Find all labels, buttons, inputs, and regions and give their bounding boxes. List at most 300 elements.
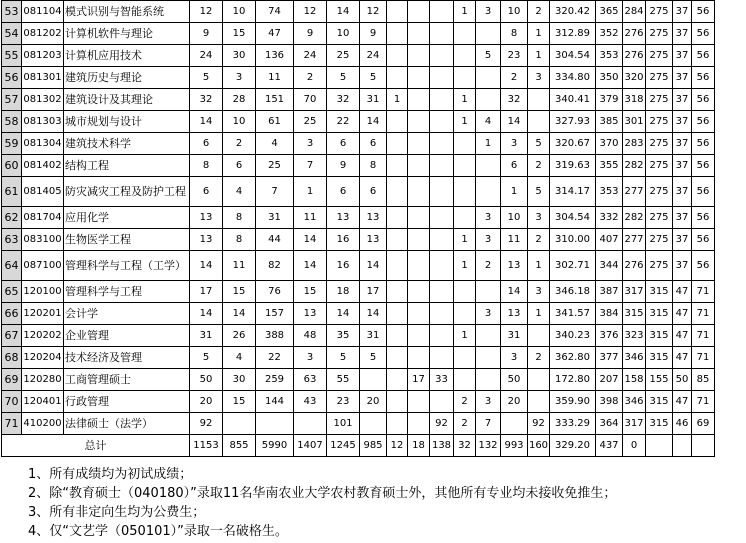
table-cell [387, 207, 408, 229]
row-index: 64 [2, 251, 22, 281]
table-cell: 275 [646, 229, 673, 251]
table-cell [430, 391, 454, 413]
table-cell [528, 391, 550, 413]
table-cell: 50 [190, 369, 223, 391]
major-code: 410200 [22, 413, 64, 435]
table-cell: 61 [256, 111, 294, 133]
major-code: 081304 [22, 133, 64, 155]
table-cell [430, 45, 454, 67]
total-cell: 855 [223, 435, 256, 457]
major-name: 企业管理 [64, 325, 190, 347]
table-cell: 9 [294, 23, 327, 45]
table-cell: 1 [454, 111, 476, 133]
table-cell: 55 [327, 369, 360, 391]
table-cell: 56 [692, 1, 715, 23]
table-cell: 50 [501, 369, 528, 391]
major-name: 建筑历史与理论 [64, 67, 190, 89]
table-cell: 8 [223, 207, 256, 229]
table-cell: 1 [528, 251, 550, 281]
table-cell: 5 [190, 67, 223, 89]
table-cell: 277 [623, 177, 646, 207]
major-name: 计算机软件与理论 [64, 23, 190, 45]
table-cell: 71 [692, 281, 715, 303]
table-cell: 384 [596, 303, 623, 325]
table-cell: 10 [223, 111, 256, 133]
table-cell [387, 281, 408, 303]
table-cell [360, 369, 387, 391]
table-cell: 92 [190, 413, 223, 435]
table-cell: 37 [673, 23, 692, 45]
row-index: 55 [2, 45, 22, 67]
table-cell [387, 23, 408, 45]
table-cell [294, 413, 327, 435]
table-cell [430, 347, 454, 369]
table-cell: 14 [360, 303, 387, 325]
table-cell: 359.90 [550, 391, 596, 413]
table-cell: 25 [294, 111, 327, 133]
table-cell: 407 [596, 229, 623, 251]
table-cell: 259 [256, 369, 294, 391]
table-cell [430, 89, 454, 111]
table-cell [387, 45, 408, 67]
table-cell: 5 [528, 133, 550, 155]
table-cell: 30 [223, 45, 256, 67]
table-cell: 11 [256, 67, 294, 89]
table-cell: 74 [256, 1, 294, 23]
table-cell: 2 [454, 391, 476, 413]
table-cell: 6 [190, 177, 223, 207]
major-name: 计算机应用技术 [64, 45, 190, 67]
table-cell: 32 [190, 89, 223, 111]
row-index: 58 [2, 111, 22, 133]
table-cell [408, 251, 430, 281]
table-cell [454, 177, 476, 207]
table-cell: 17 [190, 281, 223, 303]
major-name: 建筑技术科学 [64, 133, 190, 155]
table-cell [408, 177, 430, 207]
table-cell [430, 207, 454, 229]
table-cell: 33 [430, 369, 454, 391]
table-cell [387, 325, 408, 347]
table-cell [387, 177, 408, 207]
major-name: 建筑设计及其理论 [64, 89, 190, 111]
table-cell: 46 [673, 413, 692, 435]
table-cell [360, 413, 387, 435]
table-cell [223, 413, 256, 435]
table-cell: 315 [646, 413, 673, 435]
table-row [2, 303, 715, 325]
total-cell [692, 435, 715, 457]
table-cell: 25 [327, 45, 360, 67]
table-cell: 6 [501, 155, 528, 177]
table-cell: 275 [646, 67, 673, 89]
table-row [2, 229, 715, 251]
table-cell: 207 [596, 369, 623, 391]
table-cell [528, 325, 550, 347]
row-index: 53 [2, 1, 22, 23]
table-cell: 275 [646, 45, 673, 67]
footnote: 2、除“教育硕士（040180）”录取11名华南农业大学农村教育硕士外，其他所有专业均未接收免推生； [28, 486, 617, 501]
table-cell: 317 [623, 413, 646, 435]
table-cell: 37 [673, 229, 692, 251]
table-cell: 32 [501, 89, 528, 111]
table-cell [387, 251, 408, 281]
table-cell: 1 [454, 1, 476, 23]
table-cell: 353 [596, 45, 623, 67]
table-cell: 20 [501, 391, 528, 413]
table-row [2, 155, 715, 177]
table-cell: 1 [528, 303, 550, 325]
table-cell: 18 [327, 281, 360, 303]
table-cell [387, 133, 408, 155]
table-cell: 320 [623, 67, 646, 89]
table-cell: 56 [692, 89, 715, 111]
table-cell: 13 [360, 229, 387, 251]
table-cell: 340.23 [550, 325, 596, 347]
table-cell [454, 303, 476, 325]
table-cell: 37 [673, 251, 692, 281]
table-cell: 30 [223, 369, 256, 391]
total-cell: 437 [596, 435, 623, 457]
table-cell: 172.80 [550, 369, 596, 391]
table-cell: 20 [360, 391, 387, 413]
table-cell: 3 [476, 229, 501, 251]
major-name: 模式识别与智能系统 [64, 1, 190, 23]
table-row [2, 111, 715, 133]
table-cell: 1 [454, 325, 476, 347]
row-index: 57 [2, 89, 22, 111]
total-cell: 18 [408, 435, 430, 457]
table-cell: 12 [360, 1, 387, 23]
table-cell [256, 413, 294, 435]
table-cell: 1 [528, 45, 550, 67]
major-name: 管理科学与工程（工学） [64, 251, 190, 281]
table-cell: 43 [294, 391, 327, 413]
table-cell: 319.63 [550, 155, 596, 177]
major-code: 120201 [22, 303, 64, 325]
major-name: 技术经济及管理 [64, 347, 190, 369]
table-cell: 37 [673, 45, 692, 67]
table-cell: 314.17 [550, 177, 596, 207]
table-cell: 24 [360, 45, 387, 67]
table-cell [454, 23, 476, 45]
total-cell [673, 435, 692, 457]
table-cell [387, 413, 408, 435]
table-cell: 301 [623, 111, 646, 133]
table-row [2, 347, 715, 369]
table-cell: 282 [623, 155, 646, 177]
table-cell [454, 281, 476, 303]
table-cell: 2 [528, 347, 550, 369]
table-cell: 136 [256, 45, 294, 67]
table-cell: 3 [476, 207, 501, 229]
table-cell: 14 [501, 111, 528, 133]
table-cell: 11 [223, 251, 256, 281]
table-cell: 315 [646, 303, 673, 325]
table-cell: 346 [623, 347, 646, 369]
table-cell [408, 23, 430, 45]
table-cell: 31 [360, 89, 387, 111]
table-cell: 25 [256, 155, 294, 177]
row-index: 68 [2, 347, 22, 369]
table-cell [408, 413, 430, 435]
table-cell [408, 67, 430, 89]
admission-statistics-table [1, 0, 715, 457]
table-cell [454, 133, 476, 155]
table-cell [454, 207, 476, 229]
table-cell: 14 [294, 229, 327, 251]
table-cell: 388 [256, 325, 294, 347]
table-cell: 5 [190, 347, 223, 369]
table-cell: 71 [692, 391, 715, 413]
table-cell: 24 [294, 45, 327, 67]
table-cell: 327.93 [550, 111, 596, 133]
row-index: 65 [2, 281, 22, 303]
major-name: 行政管理 [64, 391, 190, 413]
table-cell: 16 [327, 229, 360, 251]
table-cell: 11 [501, 229, 528, 251]
footnote: 1、所有成绩均为初试成绩； [28, 467, 193, 482]
total-label: 总计 [2, 435, 190, 457]
table-cell: 37 [673, 67, 692, 89]
table-cell: 20 [190, 391, 223, 413]
table-cell: 4 [223, 177, 256, 207]
table-cell: 8 [223, 229, 256, 251]
table-cell [501, 413, 528, 435]
table-cell [430, 325, 454, 347]
table-cell: 71 [692, 325, 715, 347]
major-code: 087100 [22, 251, 64, 281]
table-cell: 28 [223, 89, 256, 111]
major-name: 防灾减灾工程及防护工程 [64, 177, 190, 207]
total-cell [646, 435, 673, 457]
table-cell: 31 [190, 325, 223, 347]
table-cell: 323 [623, 325, 646, 347]
table-cell [476, 155, 501, 177]
table-cell [387, 111, 408, 133]
major-code: 081203 [22, 45, 64, 67]
total-cell: 138 [430, 435, 454, 457]
table-cell: 1 [387, 89, 408, 111]
table-cell: 315 [623, 303, 646, 325]
major-code: 081202 [22, 23, 64, 45]
table-cell: 302.71 [550, 251, 596, 281]
table-cell: 1 [454, 251, 476, 281]
table-cell: 2 [528, 1, 550, 23]
table-cell: 6 [360, 177, 387, 207]
total-cell: 1153 [190, 435, 223, 457]
table-cell: 5 [528, 177, 550, 207]
major-name: 工商管理硕士 [64, 369, 190, 391]
row-index: 67 [2, 325, 22, 347]
table-cell: 317 [623, 281, 646, 303]
table-cell [476, 369, 501, 391]
table-cell [387, 67, 408, 89]
table-cell: 10 [327, 23, 360, 45]
table-cell: 14 [360, 251, 387, 281]
table-cell [387, 391, 408, 413]
table-cell: 377 [596, 347, 623, 369]
total-cell: 132 [476, 435, 501, 457]
table-cell [408, 303, 430, 325]
table-cell: 31 [501, 325, 528, 347]
table-cell [430, 251, 454, 281]
table-cell: 318 [623, 89, 646, 111]
table-cell: 370 [596, 133, 623, 155]
table-cell [430, 111, 454, 133]
row-index: 63 [2, 229, 22, 251]
major-code: 120280 [22, 369, 64, 391]
table-cell: 37 [673, 89, 692, 111]
table-cell: 275 [646, 207, 673, 229]
table-cell: 3 [476, 303, 501, 325]
row-index: 61 [2, 177, 22, 207]
table-row [2, 207, 715, 229]
table-cell: 362.80 [550, 347, 596, 369]
table-cell [408, 133, 430, 155]
table-row [2, 413, 715, 435]
table-cell: 276 [623, 251, 646, 281]
table-cell: 7 [294, 155, 327, 177]
table-cell: 37 [673, 207, 692, 229]
table-cell: 7 [256, 177, 294, 207]
major-name: 管理科学与工程 [64, 281, 190, 303]
table-cell: 5 [327, 347, 360, 369]
table-cell: 5 [476, 45, 501, 67]
table-cell: 320.67 [550, 133, 596, 155]
table-cell [476, 347, 501, 369]
table-cell: 10 [223, 1, 256, 23]
table-cell: 385 [596, 111, 623, 133]
table-cell: 151 [256, 89, 294, 111]
table-cell: 275 [646, 251, 673, 281]
table-row [2, 133, 715, 155]
table-cell: 69 [692, 413, 715, 435]
row-index: 62 [2, 207, 22, 229]
table-cell [387, 1, 408, 23]
table-cell: 56 [692, 177, 715, 207]
table-cell: 284 [623, 1, 646, 23]
table-cell: 8 [360, 155, 387, 177]
table-cell: 71 [692, 347, 715, 369]
table-row [2, 1, 715, 23]
table-cell: 340.41 [550, 89, 596, 111]
table-cell: 11 [294, 207, 327, 229]
table-cell [430, 177, 454, 207]
table-cell [430, 23, 454, 45]
table-cell: 63 [294, 369, 327, 391]
table-cell: 364 [596, 413, 623, 435]
table-cell: 48 [294, 325, 327, 347]
table-cell [430, 303, 454, 325]
major-name: 结构工程 [64, 155, 190, 177]
table-cell: 56 [692, 133, 715, 155]
table-cell [408, 281, 430, 303]
table-row [2, 281, 715, 303]
row-index: 54 [2, 23, 22, 45]
table-cell: 14 [190, 303, 223, 325]
table-cell: 85 [692, 369, 715, 391]
table-cell: 14 [360, 111, 387, 133]
table-cell: 5 [360, 67, 387, 89]
table-row [2, 391, 715, 413]
table-cell: 3 [528, 207, 550, 229]
table-row [2, 89, 715, 111]
table-cell: 13 [327, 207, 360, 229]
row-index: 59 [2, 133, 22, 155]
total-cell: 12 [387, 435, 408, 457]
major-code: 081303 [22, 111, 64, 133]
table-cell: 332 [596, 207, 623, 229]
table-cell [387, 347, 408, 369]
table-cell: 275 [646, 111, 673, 133]
table-cell [430, 67, 454, 89]
table-cell [476, 177, 501, 207]
table-cell: 275 [646, 23, 673, 45]
table-cell: 56 [692, 111, 715, 133]
table-cell: 4 [223, 347, 256, 369]
table-cell [408, 347, 430, 369]
table-cell: 37 [673, 1, 692, 23]
table-cell: 50 [673, 369, 692, 391]
table-cell: 92 [430, 413, 454, 435]
table-cell: 1 [454, 229, 476, 251]
table-cell: 14 [294, 251, 327, 281]
table-cell: 355 [596, 155, 623, 177]
table-cell [476, 325, 501, 347]
table-cell: 14 [190, 111, 223, 133]
table-row [2, 325, 715, 347]
table-cell: 2 [454, 413, 476, 435]
major-name: 生物医学工程 [64, 229, 190, 251]
total-cell: 329.20 [550, 435, 596, 457]
table-cell: 37 [673, 177, 692, 207]
table-cell [454, 45, 476, 67]
table-cell: 3 [476, 1, 501, 23]
table-cell [476, 281, 501, 303]
table-cell: 8 [190, 155, 223, 177]
table-cell: 6 [190, 133, 223, 155]
table-cell: 56 [692, 251, 715, 281]
table-cell: 275 [646, 89, 673, 111]
major-code: 081704 [22, 207, 64, 229]
table-cell: 9 [360, 23, 387, 45]
major-code: 083100 [22, 229, 64, 251]
table-cell: 283 [623, 133, 646, 155]
table-cell: 14 [223, 303, 256, 325]
major-code: 081405 [22, 177, 64, 207]
table-cell [408, 155, 430, 177]
table-cell: 15 [294, 281, 327, 303]
footnote: 4、仅“文艺学（050101）”录取一名破格生。 [28, 524, 288, 539]
table-cell: 6 [327, 133, 360, 155]
table-cell [408, 207, 430, 229]
table-cell: 47 [673, 391, 692, 413]
table-cell: 144 [256, 391, 294, 413]
total-cell: 0 [623, 435, 646, 457]
table-row [2, 369, 715, 391]
table-cell: 1 [476, 133, 501, 155]
table-cell: 387 [596, 281, 623, 303]
table-cell: 7 [476, 413, 501, 435]
table-cell: 13 [294, 303, 327, 325]
table-cell: 8 [501, 23, 528, 45]
table-cell [430, 229, 454, 251]
major-code: 081302 [22, 89, 64, 111]
table-cell [454, 369, 476, 391]
table-cell: 9 [190, 23, 223, 45]
table-cell [528, 369, 550, 391]
